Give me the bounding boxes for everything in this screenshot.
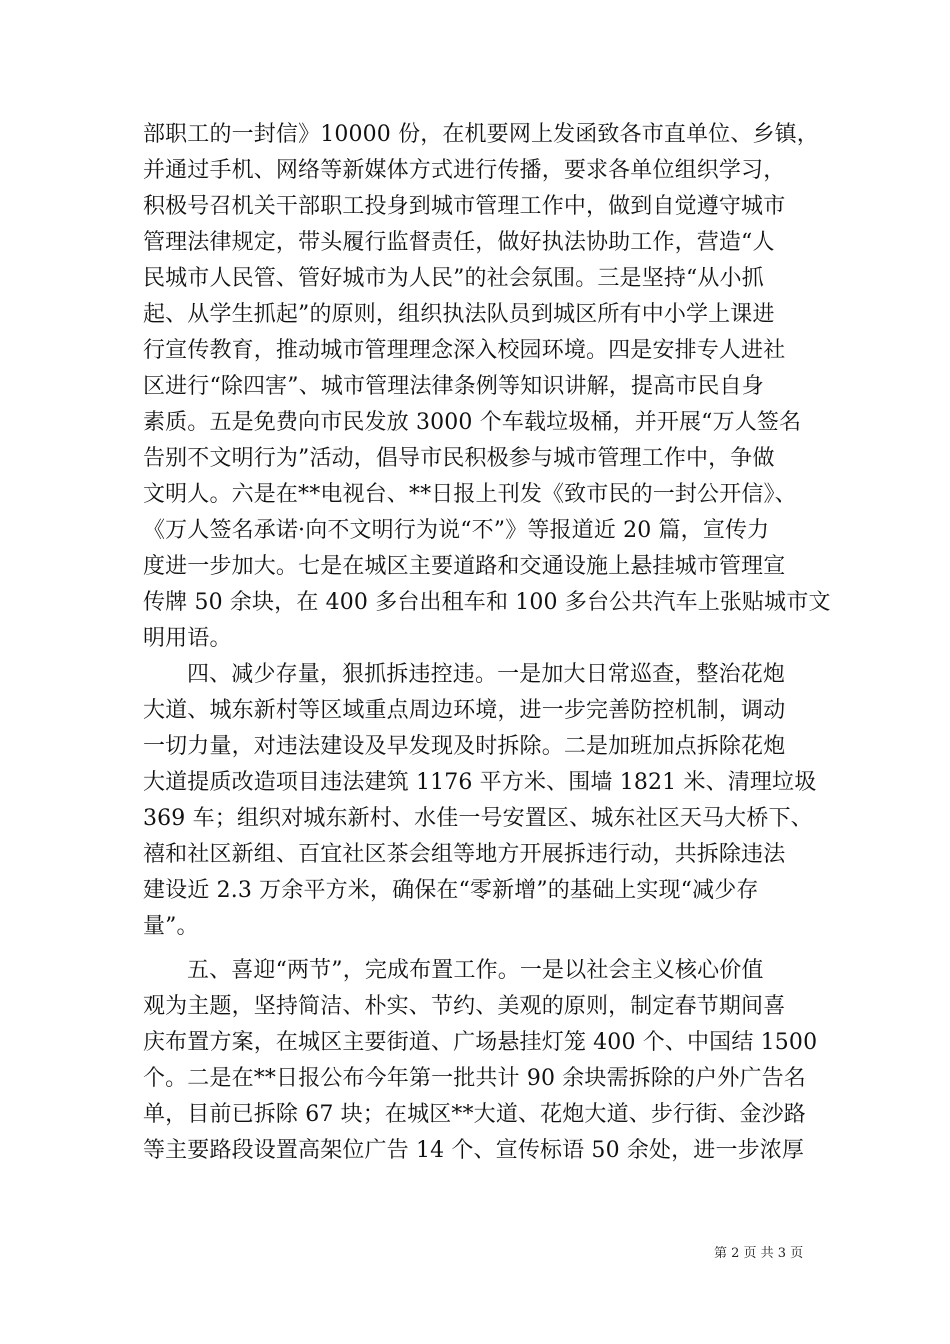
text-line: 一切力量，对违法建设及早发现及时拆除。二是加班加点拆除花炮 bbox=[143, 734, 786, 759]
text-line: 庆布置方案，在城区主要街道、广场悬挂灯笼 400 个、中国结 1500 bbox=[143, 1030, 818, 1055]
text-line: 个。二是在**日报公布今年第一批共计 90 余块需拆除的户外广告名 bbox=[143, 1066, 806, 1091]
section-heading-line: 四、减少存量，狠抓拆违控违。一是加大日常巡查，整治花炮 bbox=[187, 662, 786, 687]
text-line: 大道、城东新村等区域重点周边环境，进一步完善防控机制，调动 bbox=[143, 698, 786, 723]
text-line: 文明人。六是在**电视台、**日报上刊发《致市民的一封公开信》、 bbox=[143, 482, 797, 507]
text-line: 积极号召机关干部职工投身到城市管理工作中，做到自觉遵守城市 bbox=[143, 194, 786, 219]
text-line: 传牌 50 余块，在 400 多台出租车和 100 多台公共汽车上张贴城市文 bbox=[143, 590, 831, 615]
text-line: 民城市人民管、管好城市为人民”的社会氛围。三是坚持“从小抓 bbox=[143, 266, 764, 291]
text-line: 等主要路段设置高架位广告 14 个、宣传标语 50 余处，进一步浓厚 bbox=[143, 1138, 805, 1163]
text-line: 量”。 bbox=[143, 914, 199, 939]
text-line: 建设近 2.3 万余平方米，确保在“零新增”的基础上实现“减少存 bbox=[143, 878, 759, 903]
text-line: 区进行“除四害”、城市管理法律条例等知识讲解，提高市民自身 bbox=[143, 374, 764, 399]
text-line: 管理法律规定，带头履行监督责任，做好执法协助工作，营造“人 bbox=[143, 230, 775, 255]
text-line: 起、从学生抓起”的原则，组织执法队员到城区所有中小学上课进 bbox=[143, 302, 775, 327]
text-line: 禧和社区新组、百宜社区茶会组等地方开展拆违行动，共拆除违法 bbox=[143, 842, 786, 867]
text-line: 并通过手机、网络等新媒体方式进行传播，要求各单位组织学习， bbox=[143, 158, 786, 183]
text-line: 告别不文明行为”活动，倡导市民积极参与城市管理工作中，争做 bbox=[143, 446, 775, 471]
text-line: 单，目前已拆除 67 块；在城区**大道、花炮大道、步行街、金沙路 bbox=[143, 1102, 806, 1127]
text-line: 素质。五是免费向市民发放 3000 个车载垃圾桶，并开展“万人签名 bbox=[143, 410, 802, 435]
section-heading-line: 五、喜迎“两节”，完成布置工作。一是以社会主义核心价值 bbox=[187, 958, 764, 983]
text-line: 明用语。 bbox=[143, 626, 232, 651]
page-number: 第 2 页 共 3 页 bbox=[714, 1246, 804, 1261]
text-line: 部职工的一封信》10000 份，在机要网上发函致各市直单位、乡镇， bbox=[143, 122, 819, 147]
text-line: 观为主题，坚持简洁、朴实、节约、美观的原则，制定春节期间喜 bbox=[143, 994, 786, 1019]
text-line: 大道提质改造项目违法建筑 1176 平方米、围墙 1821 米、清理垃圾 bbox=[143, 770, 817, 795]
text-line: 行宣传教育，推动城市管理理念深入校园环境。四是安排专人进社 bbox=[143, 338, 786, 363]
text-line: 度进一步加大。七是在城区主要道路和交通设施上悬挂城市管理宣 bbox=[143, 554, 786, 579]
text-line: 369 车；组织对城东新村、水佳一号安置区、城东社区天马大桥下、 bbox=[143, 806, 813, 831]
text-line: 《万人签名承诺·向不文明行为说“不”》等报道近 20 篇，宣传力 bbox=[143, 518, 770, 543]
